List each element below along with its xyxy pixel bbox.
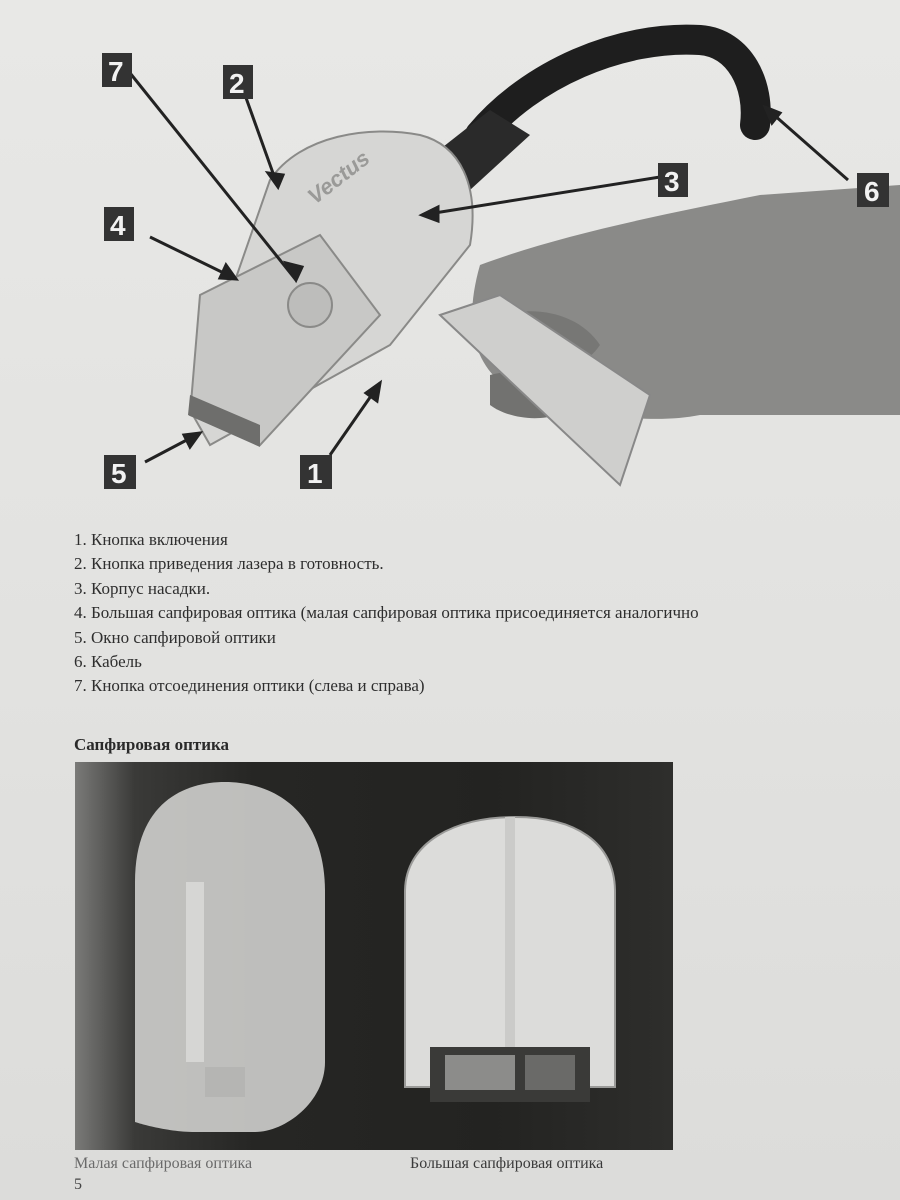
callout-3 bbox=[658, 163, 688, 197]
legend-item-2: 2. Кнопка приведения лазера в готовность. bbox=[74, 554, 384, 574]
page-number: 5 bbox=[74, 1176, 82, 1193]
legend-item-4: 4. Большая сапфировая оптика (малая сапфировая оптика присоединяется аналогично bbox=[74, 603, 699, 623]
legend-item-5: 5. Окно сапфировой оптики bbox=[74, 627, 276, 647]
callout-5 bbox=[104, 455, 136, 489]
svg-text:5: 5 bbox=[111, 458, 127, 489]
callout-4 bbox=[104, 207, 134, 241]
caption-large-optic: Большая сапфировая оптика bbox=[410, 1155, 604, 1172]
callout-2 bbox=[223, 65, 253, 99]
svg-text:4: 4 bbox=[110, 210, 126, 241]
svg-text:7: 7 bbox=[108, 56, 124, 87]
svg-text:6: 6 bbox=[864, 176, 880, 207]
legend-item-3: 3. Корпус насадки. bbox=[74, 578, 211, 598]
legend-item-1: 1. Кнопка включения bbox=[74, 530, 228, 549]
large-optic-window-inner bbox=[525, 1055, 575, 1090]
callout-6 bbox=[857, 173, 889, 207]
large-optic-seam bbox=[505, 817, 515, 1087]
callout-1 bbox=[300, 455, 332, 489]
svg-text:2: 2 bbox=[229, 68, 245, 99]
legend-item-6: 6. Кабель bbox=[74, 652, 142, 672]
large-optic-window-inner bbox=[445, 1055, 515, 1090]
svg-text:3: 3 bbox=[664, 166, 680, 197]
small-optic-window bbox=[205, 1067, 245, 1097]
handpiece-figure bbox=[60, 15, 900, 515]
cable bbox=[480, 40, 756, 135]
caption-small-optic: Малая сапфировая оптика bbox=[74, 1155, 253, 1172]
release-button bbox=[288, 283, 332, 327]
sapphire-optics-photo bbox=[75, 762, 673, 1150]
brand-label: Vectus bbox=[302, 145, 375, 209]
callout-7 bbox=[102, 53, 132, 87]
svg-text:1: 1 bbox=[307, 458, 323, 489]
component-legend bbox=[74, 528, 900, 699]
legend-item-7: 7. Кнопка отсоединения оптики (слева и справа) bbox=[74, 676, 425, 696]
section-title: Сапфировая оптика bbox=[74, 735, 230, 754]
